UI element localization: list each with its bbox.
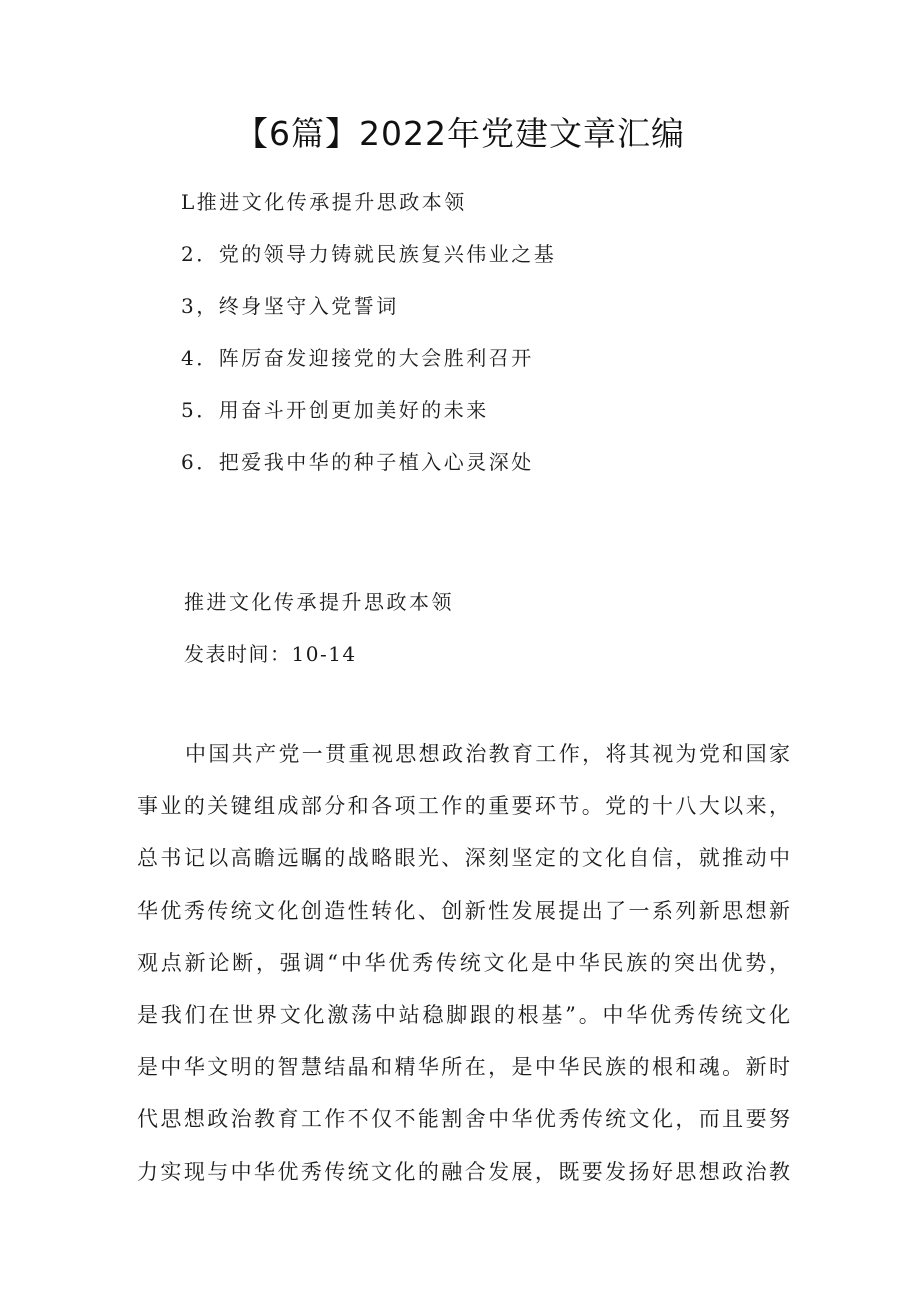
body-line: 观点新论断，强调“中华优秀传统文化是中华民族的突出优势， — [137, 950, 790, 975]
toc-item: 4．阵厉奋发迎接党的大会胜利召开 — [181, 346, 534, 370]
toc-item: 5．用奋斗开创更加美好的未来 — [181, 398, 489, 422]
article-title: 推进文化传承提升思政本领 — [184, 590, 454, 614]
body-line: 代思想政治教育工作不仅不能割舍中华优秀传统文化，而且要努 — [137, 1107, 790, 1132]
toc-item: 3，终身坚守入党誓词 — [181, 294, 399, 318]
publish-date: 发表时间：10-14 — [184, 642, 357, 666]
toc-item: L推进文化传承提升思政本领 — [181, 190, 467, 214]
body-line: 是中华文明的智慧结晶和精华所在，是中华民族的根和魂。新时 — [137, 1055, 790, 1080]
toc-item: 2．党的领导力铸就民族复兴伟业之基 — [181, 242, 557, 266]
body-line: 力实现与中华优秀传统文化的融合发展，既要发扬好思想政治教 — [137, 1159, 790, 1184]
body-line: 事业的关键组成部分和各项工作的重要环节。党的十八大以来， — [137, 794, 790, 819]
body-line: 华优秀传统文化创造性转化、创新性发展提出了一系列新思想新 — [137, 898, 790, 923]
body-line: 中国共产党一贯重视思想政治教育工作，将其视为党和国家 — [185, 742, 790, 766]
body-line: 总书记以高瞻远瞩的战略眼光、深刻坚定的文化自信，就推动中 — [137, 846, 790, 871]
article-body — [137, 731, 790, 1201]
document-title: 【6篇】2022年党建文章汇编 — [235, 114, 685, 153]
body-line: 是我们在世界文化激荡中站稳脚跟的根基”。中华优秀传统文化 — [137, 1002, 790, 1027]
table-of-contents — [181, 182, 556, 494]
toc-item: 6．把爱我中华的种子植入心灵深处 — [181, 450, 534, 474]
